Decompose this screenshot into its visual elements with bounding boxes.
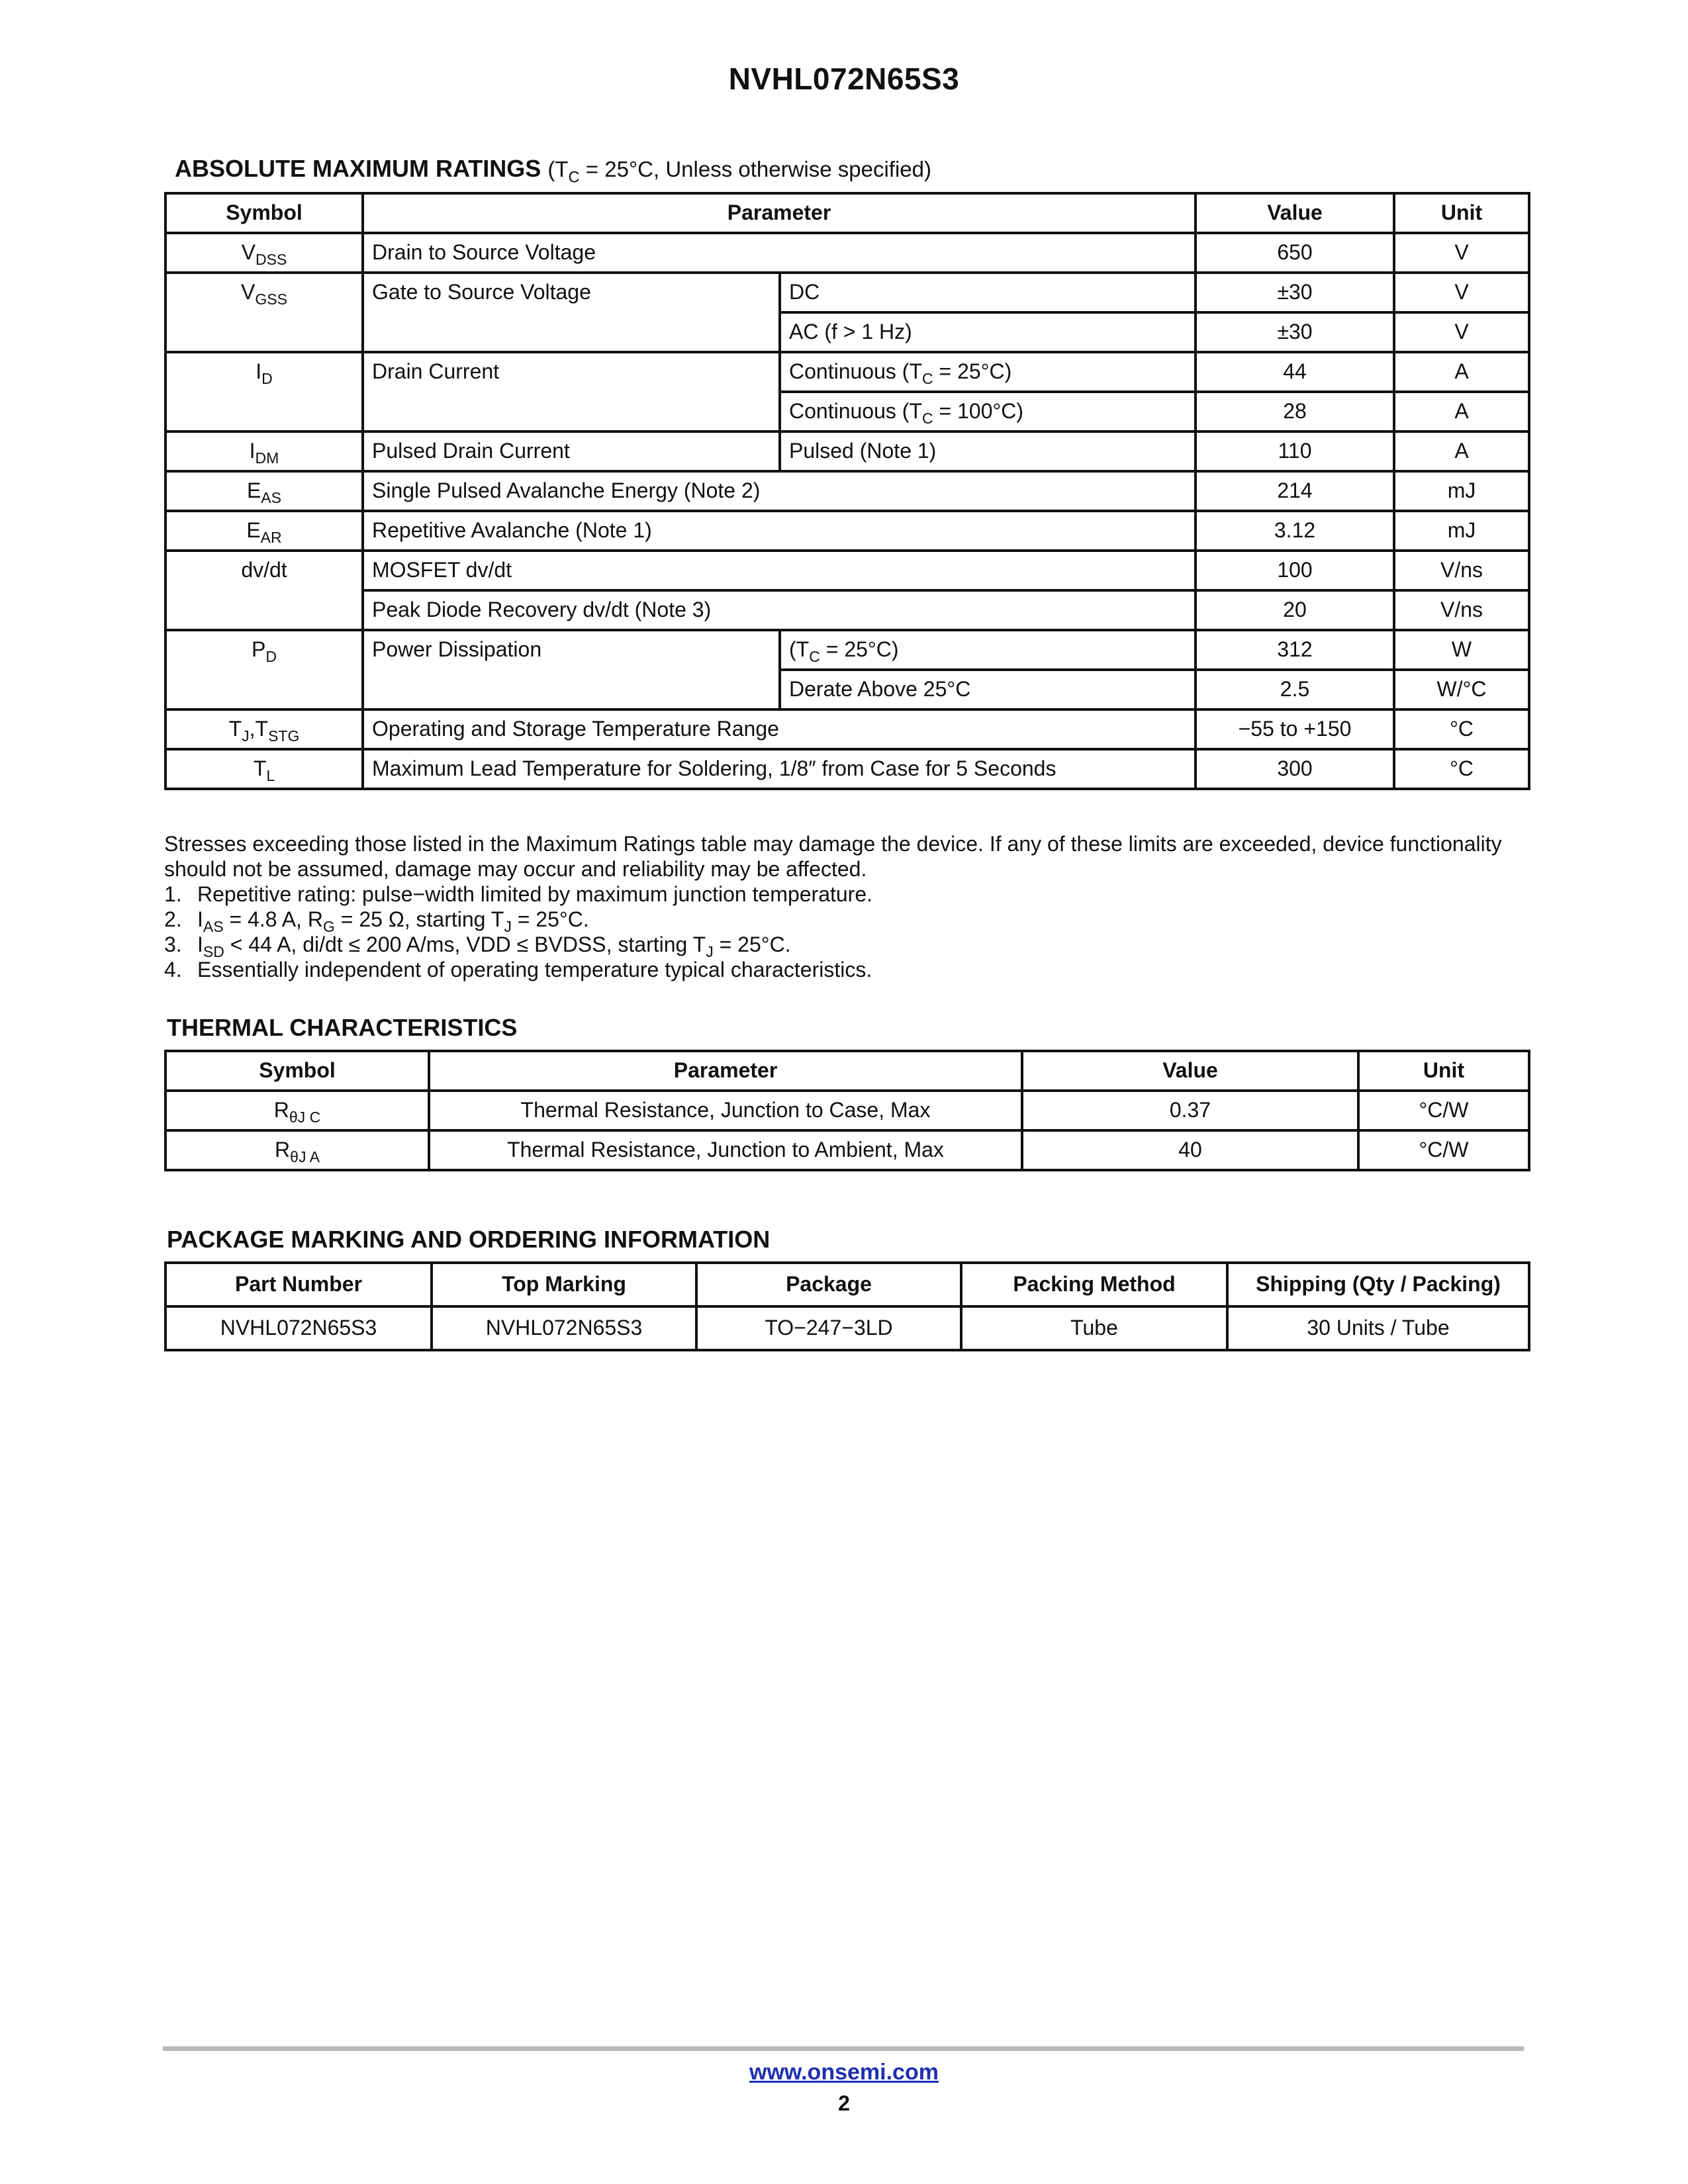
unit-cell: °C/W: [1358, 1130, 1529, 1170]
value-cell: 40: [1022, 1130, 1358, 1170]
condition-cell: Derate Above 25°C: [780, 670, 1196, 709]
unit-cell: V/ns: [1394, 551, 1529, 590]
shipping-cell: 30 Units / Tube: [1227, 1306, 1529, 1350]
unit-cell: A: [1394, 352, 1529, 392]
table-header-row: [165, 1051, 1529, 1091]
value-cell: 100: [1196, 551, 1394, 590]
website-link[interactable]: www.onsemi.com: [749, 2060, 939, 2085]
ordering-title: PACKAGE MARKING AND ORDERING INFORMATION: [167, 1226, 771, 1253]
unit-cell: °C/W: [1358, 1091, 1529, 1130]
condition-cell: DC: [780, 273, 1196, 312]
col-parameter: Parameter: [429, 1051, 1022, 1091]
unit-cell: V: [1394, 233, 1529, 273]
symbol-cell: $R_{\theta J A}$: [165, 1130, 429, 1170]
page-number: 2: [838, 2091, 850, 2115]
ratings-notes: [164, 831, 1528, 982]
table-row: [165, 590, 1529, 630]
col-packing-method: Packing Method: [961, 1263, 1227, 1306]
table-row: [165, 630, 1529, 670]
symbol-idm: $I_{DM}$: [165, 432, 363, 471]
table-header-row: [165, 193, 1529, 233]
symbol-tl: $T_L$: [165, 749, 363, 789]
unit-cell: W: [1394, 630, 1529, 670]
condition-cell: $(T_C = 25^\circ C)$: [780, 630, 1196, 670]
symbol-vdss: $V_{DSS}$: [165, 233, 363, 273]
unit-cell: V/ns: [1394, 590, 1529, 630]
table-row: [165, 273, 1529, 312]
value-cell: 0.37: [1022, 1091, 1358, 1130]
col-package: Package: [696, 1263, 961, 1306]
col-symbol: Symbol: [165, 193, 363, 233]
param-cell: Pulsed Drain Current: [363, 432, 780, 471]
condition-cell: Pulsed (Note 1): [780, 432, 1196, 471]
value-cell: ±30: [1196, 273, 1394, 312]
param-cell: Repetitive Avalanche (Note 1): [363, 511, 1196, 551]
param-cell: Thermal Resistance, Junction to Case, Max: [429, 1091, 1022, 1130]
param-cell: Power Dissipation: [363, 630, 780, 709]
col-top-marking: Top Marking: [432, 1263, 696, 1306]
table-row: [165, 432, 1529, 471]
table-row: [165, 352, 1529, 392]
table-header-row: [165, 1263, 1529, 1306]
col-parameter: Parameter: [363, 193, 1196, 233]
unit-cell: mJ: [1394, 471, 1529, 511]
col-unit: Unit: [1358, 1051, 1529, 1091]
param-cell: Drain to Source Voltage: [363, 233, 1196, 273]
abs-max-title: [175, 155, 931, 187]
value-cell: 3.12: [1196, 511, 1394, 551]
table-row: [165, 1306, 1529, 1350]
value-cell: −55 to +150: [1196, 709, 1394, 749]
symbol-vgss: $V_{GSS}$: [165, 273, 363, 352]
value-cell: 20: [1196, 590, 1394, 630]
col-shipping: Shipping (Qty / Packing): [1227, 1263, 1529, 1306]
table-row: [165, 1091, 1529, 1130]
symbol-ear: $E_{AR}$: [165, 511, 363, 551]
package-cell: TO−247−3LD: [696, 1306, 961, 1350]
unit-cell: V: [1394, 273, 1529, 312]
unit-cell: W/°C: [1394, 670, 1529, 709]
symbol-dvdt: dv/dt: [165, 551, 363, 630]
param-cell: Thermal Resistance, Junction to Ambient, Max: [429, 1130, 1022, 1170]
thermal-title: THERMAL CHARACTERISTICS: [167, 1014, 518, 1041]
footnote-4: 4. Essentially independent of operating temperature typical characteristics.: [164, 958, 872, 981]
unit-cell: A: [1394, 392, 1529, 432]
abs-max-condition: ($T_C = 25^\circ C$, Unless otherwise specified): [547, 157, 931, 187]
param-cell: Single Pulsed Avalanche Energy (Note 2): [363, 471, 1196, 511]
ordering-table: [164, 1261, 1530, 1351]
abs-max-heading: ABSOLUTE MAXIMUM RATINGS: [175, 155, 541, 182]
table-row: [165, 749, 1529, 789]
value-cell: 44: [1196, 352, 1394, 392]
top-marking-cell: NVHL072N65S3: [432, 1306, 696, 1350]
value-cell: 300: [1196, 749, 1394, 789]
symbol-pd: $P_D$: [165, 630, 363, 709]
symbol-eas: $E_{AS}$: [165, 471, 363, 511]
unit-cell: mJ: [1394, 511, 1529, 551]
param-cell: MOSFET dv/dt: [363, 551, 1196, 590]
unit-cell: A: [1394, 432, 1529, 471]
table-row: [165, 511, 1529, 551]
table-row: [165, 709, 1529, 749]
value-cell: 650: [1196, 233, 1394, 273]
part-number-cell: NVHL072N65S3: [165, 1306, 432, 1350]
condition-cell: Continuous $(T_C = 100^\circ C)$: [780, 392, 1196, 432]
param-cell: Operating and Storage Temperature Range: [363, 709, 1196, 749]
value-cell: 312: [1196, 630, 1394, 670]
page-title: NVHL072N65S3: [728, 62, 960, 96]
col-value: Value: [1196, 193, 1394, 233]
unit-cell: °C: [1394, 749, 1529, 789]
param-cell: Peak Diode Recovery dv/dt (Note 3): [363, 590, 1196, 630]
thermal-table: [164, 1050, 1530, 1171]
footnote-1: 1. Repetitive rating: pulse−width limited by maximum junction temperature.: [164, 882, 873, 906]
value-cell: ±30: [1196, 312, 1394, 352]
unit-cell: V: [1394, 312, 1529, 352]
param-cell: Maximum Lead Temperature for Soldering, 1/8″ from Case for 5 Seconds: [363, 749, 1196, 789]
table-row: [165, 551, 1529, 590]
symbol-cell: $R_{\theta J C}$: [165, 1091, 429, 1130]
absolute-max-ratings-table: [164, 192, 1530, 790]
value-cell: 2.5: [1196, 670, 1394, 709]
col-part-number: Part Number: [165, 1263, 432, 1306]
symbol-tj-tstg: $T_J,T_{STG}$: [165, 709, 363, 749]
col-value: Value: [1022, 1051, 1358, 1091]
footer-divider: [163, 2046, 1524, 2051]
footnote-3: 3. $I_{SD} < 44$ A, di/dt ≤ 200 A/ms, VDD ≤ BVDSS, starting $T_J = 25^\circ C$.: [164, 933, 791, 961]
value-cell: 214: [1196, 471, 1394, 511]
unit-cell: °C: [1394, 709, 1529, 749]
value-cell: 110: [1196, 432, 1394, 471]
value-cell: 28: [1196, 392, 1394, 432]
packing-method-cell: Tube: [961, 1306, 1227, 1350]
condition-cell: AC (f > 1 Hz): [780, 312, 1196, 352]
stress-note-line: should not be assumed, damage may occur and reliability may be affected.: [164, 857, 867, 881]
col-unit: Unit: [1394, 193, 1529, 233]
param-cell: Gate to Source Voltage: [363, 273, 780, 352]
symbol-id: $I_D$: [165, 352, 363, 432]
table-row: [165, 1130, 1529, 1170]
table-row: [165, 233, 1529, 273]
param-cell: Drain Current: [363, 352, 780, 432]
condition-cell: Continuous $(T_C = 25^\circ C)$: [780, 352, 1196, 392]
footnote-2: 2. $I_{AS} = 4.8$ A, $R_G = 25$ Ω, starting $T_J = 25^\circ C$.: [164, 907, 589, 936]
col-symbol: Symbol: [165, 1051, 429, 1091]
stress-note-line: Stresses exceeding those listed in the Maximum Ratings table may damage the device. If any of these limits are exceeded, device functionality: [164, 832, 1502, 856]
table-row: [165, 471, 1529, 511]
